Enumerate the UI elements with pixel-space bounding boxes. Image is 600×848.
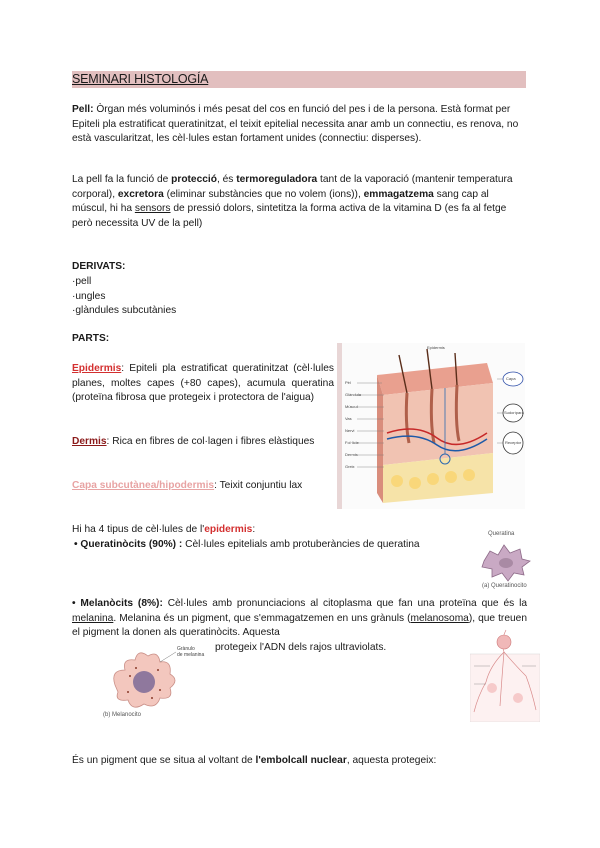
melanocits-continuation: protegeix l'ADN dels rajos ultraviolats.: [215, 642, 387, 653]
diagram-label: Greix: [345, 464, 355, 469]
figure-label: Grànulo: [177, 646, 195, 652]
cell-types-intro: [72, 523, 255, 538]
derivats-heading: DERIVATS:: [72, 261, 126, 272]
dermis-paragraph: [72, 435, 334, 450]
pell-label: Pell:: [72, 104, 94, 115]
hipodermis-paragraph: [72, 479, 342, 494]
text: . Melanina és un pigment, que s'emmagatzemen en uns grànuls (: [113, 612, 411, 624]
melanocits-label: • Melanòcits (8%):: [72, 598, 163, 609]
text: La pell fa la funció de: [72, 174, 172, 185]
melanocits-paragraph: [72, 597, 527, 641]
text: Hi ha 4 tipus de cèl·lules de l': [72, 524, 205, 535]
text: sang cap al múscul, hi ha: [72, 188, 489, 215]
text: :: [252, 524, 256, 535]
figure-caption: (a) Queratinocito: [482, 583, 527, 589]
melanocyte-detail-figure: [470, 626, 540, 722]
diagram-label: Pèl: [345, 380, 351, 385]
funcio-paragraph: [72, 173, 524, 231]
bold-term: l'embolcall nuclear: [255, 755, 347, 766]
queratinocits-line: [74, 538, 420, 553]
text: tant de la vaporació (mantenir temperatura corporal),: [72, 174, 513, 200]
derivats-list: [72, 275, 176, 319]
bold-term: termoreguladora: [236, 174, 318, 185]
bold-term: excretora: [117, 188, 164, 200]
figure-caption: (b) Melanocito: [103, 712, 142, 718]
melanocyte-figure: [100, 640, 220, 720]
underlined-term: melanina: [72, 612, 114, 624]
list-item: ·glàndules subcutànies: [72, 305, 177, 317]
text: : Epiteli pla estratificat queratinitzat (cèl·lules planes, moltes capes (+80 capes), acumula queratina (proteïna fibrosa que protegeix i protectora de l'aigua): [72, 363, 334, 404]
skin-diagram: [337, 343, 525, 509]
diagram-label: Fol·licle: [345, 440, 359, 445]
hipodermis-label: Capa subcutànea/hipodermis: [72, 480, 215, 491]
text: (eliminar substàncies que no volem (ions)),: [163, 188, 364, 200]
epidermis-label: Epidermis: [72, 363, 122, 374]
diagram-label: Capa: [506, 376, 516, 381]
figure-label: Queratina: [488, 531, 515, 537]
text: : Teixit conjuntiu lax: [214, 480, 303, 491]
bold-term: protecció: [171, 174, 217, 185]
underlined-term: melanosoma: [410, 612, 469, 624]
skin-diagram-svg: [337, 343, 525, 509]
text: , és: [216, 174, 237, 185]
diagram-label: Vas: [345, 416, 352, 421]
diagram-label: Múscul: [345, 404, 358, 409]
epidermis-paragraph: [72, 362, 334, 406]
diagram-label: Sudorípara: [504, 410, 524, 415]
list-item: ·ungles: [72, 290, 106, 302]
pell-paragraph: [72, 103, 524, 147]
text: Cèl·lules amb pronunciacions al citoplasma que fan una proteïna que és la: [162, 598, 527, 609]
text: de pressió dolors, sintetitza la forma activa de la vitamina D (es fa al fetge però necessita UV de la pell): [72, 203, 507, 229]
text: : Rica en fibres de col·lagen i fibres elàstiques: [106, 436, 315, 447]
parts-heading: PARTS:: [72, 333, 110, 344]
diagram-label: Receptor: [505, 440, 522, 445]
queratinocits-label: • Queratinòcits (90%) :: [74, 539, 183, 550]
list-item: ·pell: [72, 276, 92, 287]
diagram-label: Dermis: [345, 452, 358, 457]
dermis-label: Dermis: [72, 436, 107, 447]
bold-term: emmagatzema: [363, 188, 434, 200]
text: És un pigment que se situa al voltant de: [72, 755, 256, 766]
figure-label: de melanina: [177, 652, 205, 658]
final-line: [72, 754, 436, 769]
epidermis-highlight: epidermis: [204, 524, 253, 535]
pell-text: Òrgan més voluminós i més pesat del cos en funció del pes i de la persona. Està format per Epiteli pla estratificat queratinitzat, el teixit epitelial necessita anar amb un connectiu, es renova, no està vascularitzat, les cèl·lules estan fortament unides (connectiu: disperses).: [72, 104, 519, 145]
diagram-label: Glàndula: [345, 392, 362, 397]
diagram-label: Epidermis: [427, 345, 445, 350]
keratinocyte-figure: [470, 527, 540, 589]
text: Cèl·lules epitelials amb protuberàncies de queratina: [182, 539, 420, 550]
diagram-label: Nervi: [345, 428, 355, 433]
page-title: SEMINARI HISTOLOGÍA: [72, 71, 526, 88]
text: ), que treuen el pigment la donen als queratinòcits. Aquesta: [72, 612, 527, 639]
text: , aquesta protegeix:: [346, 755, 437, 766]
underlined-term: sensors: [134, 203, 171, 215]
